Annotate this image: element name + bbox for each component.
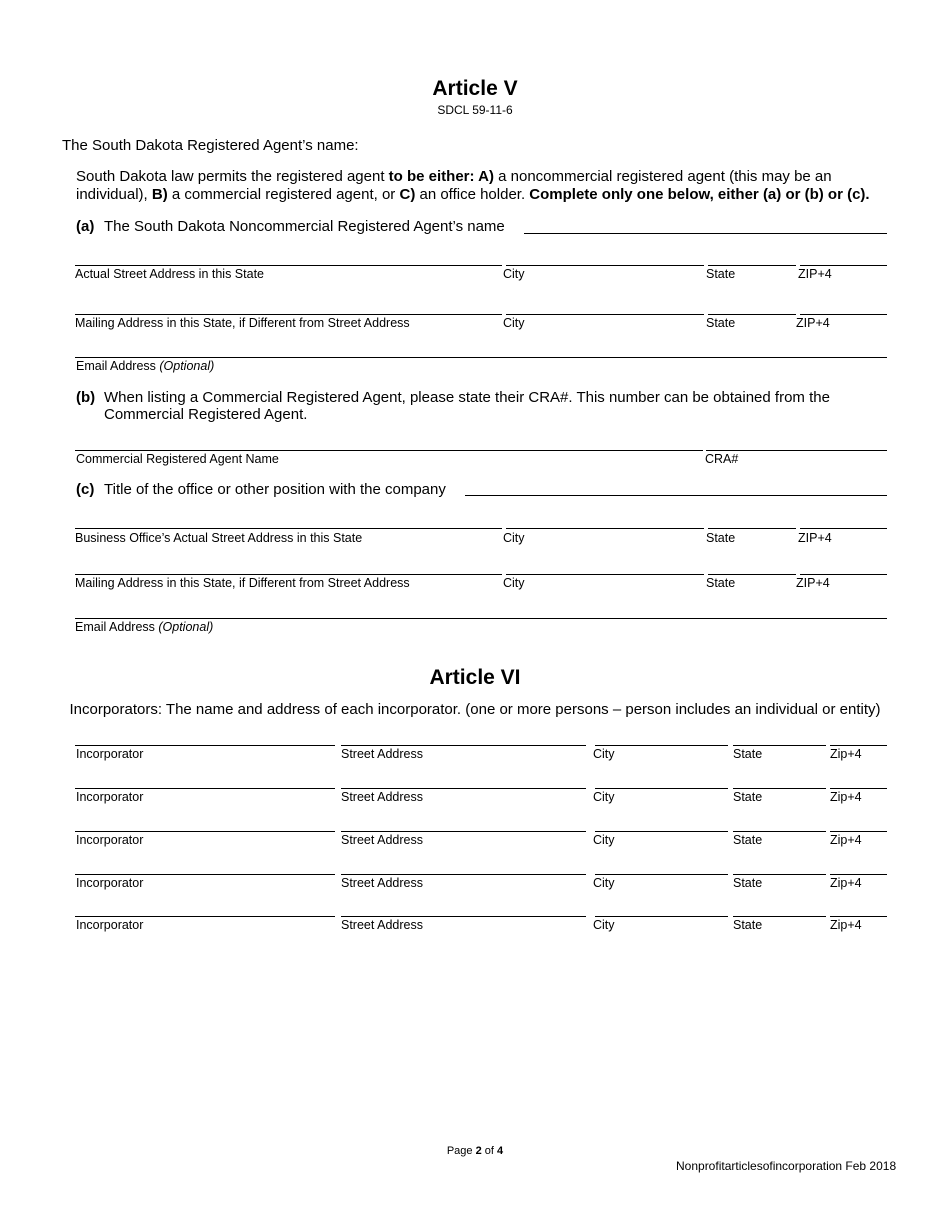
- section-c-city-label: City: [503, 531, 525, 545]
- incorporator-row-2-street-address-label: Street Address: [341, 790, 423, 804]
- incorporator-row-3-zip-field[interactable]: [830, 831, 887, 832]
- incorporator-row-5-zip-label: Zip+4: [830, 918, 862, 932]
- incorporator-row-1-state-label: State: [733, 747, 763, 761]
- section-a-mailing-state-field[interactable]: [708, 314, 796, 315]
- section-c-city-field[interactable]: [506, 528, 704, 529]
- section-a-state-field[interactable]: [708, 265, 796, 266]
- section-a-city-field[interactable]: [506, 265, 704, 266]
- section-c-zip-field[interactable]: [800, 528, 887, 529]
- document-id: Nonprofitarticlesofincorporation Feb 2018: [676, 1159, 897, 1173]
- incorporator-row-1-state-field[interactable]: [733, 745, 826, 746]
- page-number: Page 2 of 4: [446, 1145, 504, 1157]
- section-a-mailing-zip-field[interactable]: [800, 314, 887, 315]
- incorporator-row-1-zip-field[interactable]: [830, 745, 887, 746]
- section-c-mailing-zip-field[interactable]: [800, 574, 887, 575]
- incorporator-row-4-zip-label: Zip+4: [830, 876, 862, 890]
- section-c-mailing-state-label: State: [706, 576, 736, 590]
- section-a-zip-field[interactable]: [800, 265, 887, 266]
- incorporator-row-4-state-field[interactable]: [733, 874, 826, 875]
- section-c-mailing-city-field[interactable]: [506, 574, 704, 575]
- incorporator-row-4-zip-field[interactable]: [830, 874, 887, 875]
- incorporator-row-3-street-address-field[interactable]: [341, 831, 586, 832]
- incorporator-row-5-incorporator-field[interactable]: [75, 916, 335, 917]
- registered-agent-name-prompt: The South Dakota Registered Agent’s name:: [62, 137, 359, 154]
- incorporator-row-5-city-label: City: [593, 918, 615, 932]
- incorporator-row-5-incorporator-label: Incorporator: [76, 918, 144, 932]
- section-a-agent-name-field[interactable]: [524, 233, 887, 234]
- section-a-mailing-address-label: Mailing Address in this State, if Different from Street Address: [75, 316, 410, 330]
- section-a-mailing-state-label: State: [706, 316, 736, 330]
- incorporator-row-1-incorporator-label: Incorporator: [76, 747, 144, 761]
- section-a-city-label: City: [503, 267, 525, 281]
- incorporator-row-2-street-address-field[interactable]: [341, 788, 586, 789]
- incorporator-row-1-city-label: City: [593, 747, 615, 761]
- incorporator-row-2-zip-field[interactable]: [830, 788, 887, 789]
- article-vi-title: Article VI: [429, 666, 521, 689]
- incorporator-row-2-city-label: City: [593, 790, 615, 804]
- section-c-mailing-state-field[interactable]: [708, 574, 796, 575]
- incorporator-row-4-state-label: State: [733, 876, 763, 890]
- incorporator-row-1-street-address-field[interactable]: [341, 745, 586, 746]
- article-v-title: Article V: [432, 77, 518, 100]
- section-a-agent-name-label: The South Dakota Noncommercial Registered Agent’s name: [104, 218, 505, 235]
- incorporator-row-5-state-label: State: [733, 918, 763, 932]
- section-c-mailing-city-label: City: [503, 576, 525, 590]
- section-b-agent-name-field[interactable]: [75, 450, 703, 451]
- section-a-mailing-city-field[interactable]: [506, 314, 704, 315]
- section-c-zip-label: ZIP+4: [798, 531, 832, 545]
- article-vi-intro: Incorporators: The name and address of each incorporator. (one or more persons – person includes an individual or entity): [69, 701, 881, 718]
- section-b-marker: (b): [76, 389, 96, 406]
- incorporator-row-4-street-address-field[interactable]: [341, 874, 586, 875]
- incorporator-row-1-city-field[interactable]: [595, 745, 728, 746]
- section-c-state-field[interactable]: [708, 528, 796, 529]
- section-b-cra-field[interactable]: [706, 450, 887, 451]
- section-a-email-label: Email Address (Optional): [76, 359, 215, 373]
- section-a-marker: (a): [76, 218, 95, 235]
- section-a-zip-label: ZIP+4: [798, 267, 832, 281]
- section-c-street-address-label: Business Office’s Actual Street Address in this State: [75, 531, 363, 545]
- incorporator-row-5-street-address-field[interactable]: [341, 916, 586, 917]
- incorporator-row-2-zip-label: Zip+4: [830, 790, 862, 804]
- section-c-marker: (c): [76, 481, 95, 498]
- incorporator-row-2-incorporator-label: Incorporator: [76, 790, 144, 804]
- incorporator-row-4-city-label: City: [593, 876, 615, 890]
- incorporator-row-5-city-field[interactable]: [595, 916, 728, 917]
- section-a-mailing-zip-label: ZIP+4: [796, 316, 830, 330]
- incorporator-row-3-street-address-label: Street Address: [341, 833, 423, 847]
- incorporator-row-1-street-address-label: Street Address: [341, 747, 423, 761]
- incorporator-row-4-city-field[interactable]: [595, 874, 728, 875]
- section-c-mailing-zip-label: ZIP+4: [796, 576, 830, 590]
- incorporator-row-2-state-label: State: [733, 790, 763, 804]
- section-b-text-line-1: When listing a Commercial Registered Agent, please state their CRA#. This number can be obtained from the: [104, 389, 830, 406]
- incorporator-row-5-zip-field[interactable]: [830, 916, 887, 917]
- section-a-street-address-label: Actual Street Address in this State: [75, 267, 264, 281]
- article-v-sdcl-reference: SDCL 59-11-6: [437, 103, 513, 117]
- incorporator-row-3-state-field[interactable]: [733, 831, 826, 832]
- incorporator-row-2-state-field[interactable]: [733, 788, 826, 789]
- law-text-line-2: individual), B) a commercial registered agent, or C) an office holder. Complete only one below, either (a) or (b) or (c).: [76, 186, 870, 203]
- section-c-mailing-address-label: Mailing Address in this State, if Different from Street Address: [75, 576, 410, 590]
- section-a-mailing-city-label: City: [503, 316, 525, 330]
- incorporator-row-2-city-field[interactable]: [595, 788, 728, 789]
- incorporator-row-4-incorporator-field[interactable]: [75, 874, 335, 875]
- incorporator-row-1-incorporator-field[interactable]: [75, 745, 335, 746]
- section-c-state-label: State: [706, 531, 736, 545]
- incorporator-row-3-zip-label: Zip+4: [830, 833, 862, 847]
- incorporator-row-4-street-address-label: Street Address: [341, 876, 423, 890]
- section-c-email-field[interactable]: [75, 618, 887, 619]
- incorporator-row-3-state-label: State: [733, 833, 763, 847]
- section-c-street-address-field[interactable]: [75, 528, 502, 529]
- incorporator-row-3-city-label: City: [593, 833, 615, 847]
- section-c-title-label: Title of the office or other position with the company: [104, 481, 446, 498]
- incorporator-row-5-street-address-label: Street Address: [341, 918, 423, 932]
- incorporator-row-5-state-field[interactable]: [733, 916, 826, 917]
- section-c-email-label: Email Address (Optional): [75, 620, 214, 634]
- incorporator-row-4-incorporator-label: Incorporator: [76, 876, 144, 890]
- incorporator-row-3-incorporator-label: Incorporator: [76, 833, 144, 847]
- incorporator-row-3-city-field[interactable]: [595, 831, 728, 832]
- section-a-mailing-address-field[interactable]: [75, 314, 502, 315]
- section-a-email-field[interactable]: [75, 357, 887, 358]
- section-b-text-line-2: Commercial Registered Agent.: [104, 406, 308, 423]
- law-text-line-1: South Dakota law permits the registered agent to be either: A) a noncommercial registered agent (this may be an: [76, 168, 832, 185]
- incorporator-row-1-zip-label: Zip+4: [830, 747, 862, 761]
- section-c-title-field[interactable]: [465, 495, 887, 496]
- section-a-state-label: State: [706, 267, 736, 281]
- incorporator-row-2-incorporator-field[interactable]: [75, 788, 335, 789]
- section-a-street-address-field[interactable]: [75, 265, 502, 266]
- section-c-mailing-address-field[interactable]: [75, 574, 502, 575]
- section-b-cra-label: CRA#: [705, 452, 739, 466]
- section-b-agent-name-label: Commercial Registered Agent Name: [76, 452, 279, 466]
- incorporator-row-3-incorporator-field[interactable]: [75, 831, 335, 832]
